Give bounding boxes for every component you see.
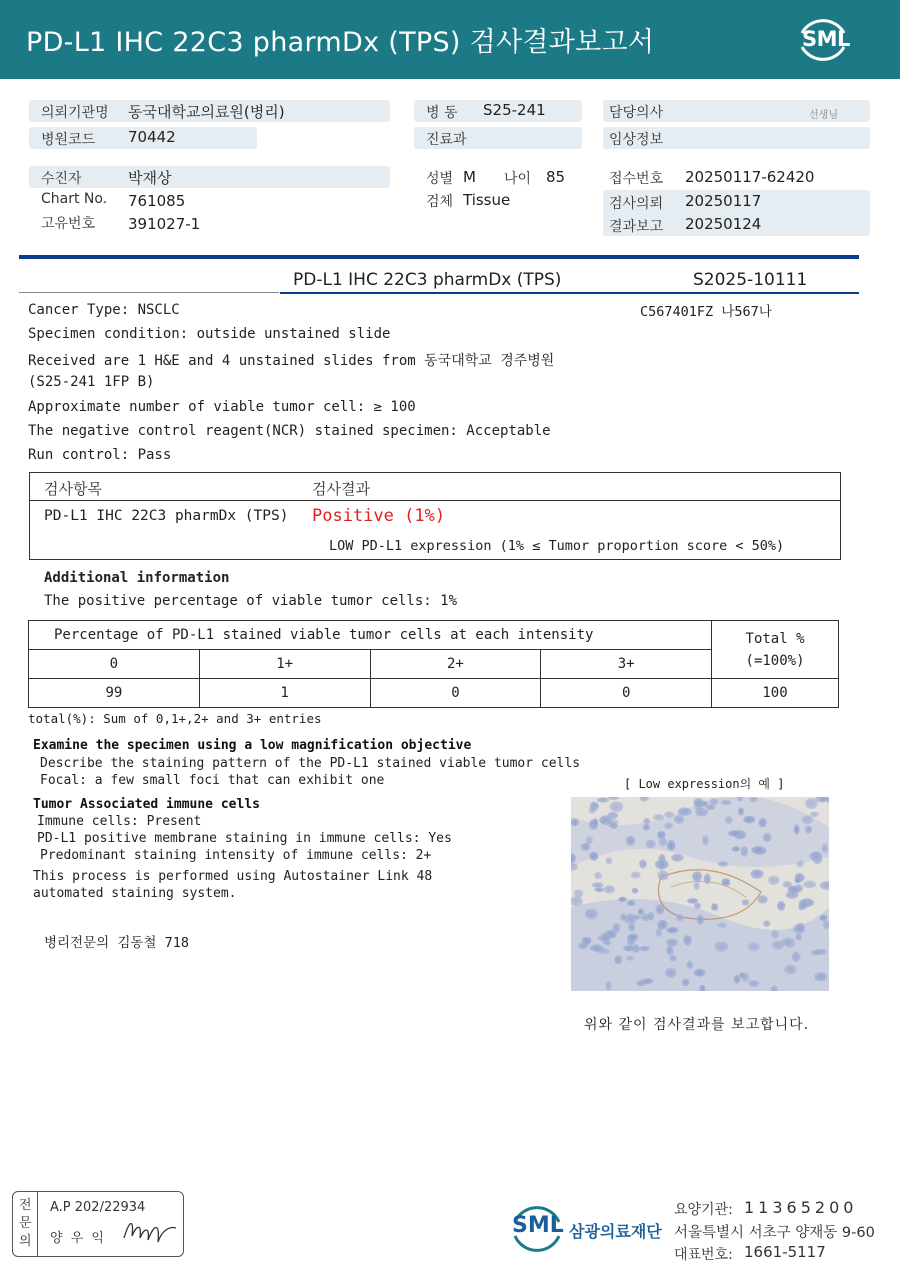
cell-nucleus <box>742 899 750 905</box>
hospital-code-label: 병원코드 <box>41 132 96 148</box>
body-line-tumor-cell: Approximate number of viable tumor cell: ≥ 100 <box>28 399 416 415</box>
cell-nucleus <box>574 889 584 897</box>
cell-nucleus <box>697 915 704 925</box>
process-line-1: This process is performed using Autostainer Link 48 <box>33 869 433 884</box>
cell-nucleus <box>702 835 709 845</box>
chart-value: 761085 <box>128 192 186 210</box>
cell-nucleus <box>653 814 664 820</box>
cell-nucleus <box>810 812 819 817</box>
cell-nucleus <box>798 900 808 910</box>
cell-nucleus <box>772 941 784 950</box>
cell-nucleus <box>710 798 719 805</box>
age-label: 나이 <box>504 171 532 187</box>
cell-nucleus <box>641 913 651 921</box>
value-cell: 0 <box>370 679 541 708</box>
cell-nucleus <box>743 816 755 824</box>
agency-code: 11365200 <box>744 1198 858 1217</box>
cell-nucleus <box>655 859 669 869</box>
intensity-table <box>28 620 839 708</box>
examine-line-2: Focal: a few small foci that can exhibit one <box>40 773 385 788</box>
patient-value: 박재상 <box>128 169 172 187</box>
cell-nucleus <box>748 942 760 951</box>
cell-nucleus <box>796 861 804 867</box>
body-line-cancer-type: Cancer Type: NSCLC <box>28 302 180 318</box>
closing-statement: 위와 같이 검사결과를 보고합니다. <box>584 1017 810 1033</box>
immune-line-3: Predominant staining intensity of immune cells: 2+ <box>40 848 432 863</box>
cell-nucleus <box>669 955 676 962</box>
cell-nucleus <box>603 940 612 945</box>
cell-nucleus <box>694 882 700 891</box>
cell-nucleus <box>639 859 647 868</box>
cell-nucleus <box>814 949 827 955</box>
phone-number: 1661-5117 <box>744 1243 826 1261</box>
phone-label: 대표번호: <box>674 1247 733 1263</box>
immune-heading: Tumor Associated immune cells <box>33 797 260 812</box>
foundation-logo-text: SML <box>512 1213 564 1238</box>
cell-nucleus <box>771 930 779 939</box>
result-expression: LOW PD-L1 expression (1% ≤ Tumor proportion score < 50%) <box>329 538 785 554</box>
cell-nucleus <box>683 935 692 946</box>
cell-nucleus <box>585 909 598 920</box>
cell-nucleus <box>634 915 641 920</box>
cell-nucleus <box>578 943 588 949</box>
age-value: 85 <box>546 168 566 186</box>
report-id: S2025-10111 <box>693 270 808 290</box>
cell-nucleus <box>768 875 780 885</box>
level-cell: 2+ <box>370 650 541 679</box>
cell-nucleus <box>618 897 627 902</box>
cell-nucleus <box>627 900 636 906</box>
doctor-label: 담당의사 <box>609 105 664 121</box>
total-header-line2: (=100%) <box>745 652 805 669</box>
cell-nucleus <box>589 852 598 861</box>
cell-nucleus <box>604 885 615 893</box>
cell-nucleus <box>639 946 650 951</box>
process-line-2: automated staining system. <box>33 886 237 901</box>
result-item: PD-L1 IHC 22C3 pharmDx (TPS) <box>44 508 289 524</box>
total-header <box>712 621 839 679</box>
cell-nucleus <box>694 969 705 977</box>
cell-nucleus <box>590 944 603 951</box>
cell-nucleus <box>592 818 598 827</box>
cell-nucleus <box>676 914 684 922</box>
cell-nucleus <box>777 901 785 911</box>
cell-nucleus <box>682 979 690 987</box>
level-cell: 1+ <box>199 650 370 679</box>
clinical-label: 임상정보 <box>609 132 664 148</box>
cell-nucleus <box>592 882 604 887</box>
request-label: 검사의뢰 <box>609 196 664 212</box>
dept-label: 진료과 <box>426 132 467 148</box>
cell-nucleus <box>643 824 650 831</box>
chart-label: Chart No. <box>41 191 108 207</box>
cell-nucleus <box>802 815 814 824</box>
cell-nucleus <box>687 898 698 904</box>
cell-nucleus <box>646 840 656 848</box>
divider-thick <box>19 255 859 259</box>
additional-line: The positive percentage of viable tumor cells: 1% <box>44 593 458 609</box>
cell-nucleus <box>631 872 641 879</box>
cell-nucleus <box>721 800 732 806</box>
agency-label: 요양기관: <box>674 1202 733 1218</box>
cell-nucleus <box>614 955 622 964</box>
cell-nucleus <box>759 818 767 828</box>
image-caption: [ Low expression의 예 ] <box>624 777 785 791</box>
cell-nucleus <box>715 941 729 951</box>
cell-nucleus <box>627 934 638 941</box>
cell-nucleus <box>666 946 673 956</box>
cell-nucleus <box>803 881 816 889</box>
specimen-value: Tissue <box>463 191 511 209</box>
cell-nucleus <box>738 807 744 815</box>
cell-nucleus <box>704 874 711 884</box>
patient-label: 수진자 <box>41 171 82 187</box>
result-col-item: 검사항목 <box>44 480 102 498</box>
cell-nucleus <box>628 923 635 931</box>
page-title: PD-L1 IHC 22C3 pharmDx (TPS) 검사결과보고서 <box>26 27 655 58</box>
result-col-result: 검사결과 <box>312 480 370 498</box>
cell-nucleus <box>728 830 742 836</box>
value-cell: 0 <box>541 679 712 708</box>
pathologist-signature: 병리전문의 김동철 718 <box>44 935 189 951</box>
cell-nucleus <box>657 831 666 839</box>
cell-nucleus <box>620 914 627 921</box>
ward-label: 병 동 <box>426 105 458 121</box>
cell-nucleus <box>636 980 646 986</box>
intensity-value-row <box>29 679 839 708</box>
cell-nucleus <box>751 846 765 854</box>
cell-nucleus <box>605 981 612 991</box>
cell-nucleus <box>809 851 822 860</box>
hospital-code-value: 70442 <box>128 128 176 146</box>
patient-bar <box>29 166 390 188</box>
report-date-label: 결과보고 <box>609 219 664 235</box>
cell-nucleus <box>623 945 635 951</box>
receipt-label: 접수번호 <box>609 171 664 187</box>
doctor-suffix: 선생님 <box>809 110 838 121</box>
cell-nucleus <box>589 807 596 814</box>
stamp-divider <box>37 1192 38 1256</box>
cell-nucleus <box>686 961 693 969</box>
cell-nucleus <box>606 818 619 827</box>
level-cell: 3+ <box>541 650 712 679</box>
cell-nucleus <box>655 904 664 914</box>
stamp-name: 양 우 익 <box>50 1231 106 1246</box>
cell-nucleus <box>664 823 673 830</box>
cell-nucleus <box>792 952 801 962</box>
cell-nucleus <box>657 870 668 880</box>
total-header-line1: Total % <box>745 630 805 647</box>
ward-value: S25-241 <box>483 101 546 119</box>
cell-nucleus <box>667 840 675 851</box>
cell-nucleus <box>763 920 770 926</box>
cell-nucleus <box>664 811 674 817</box>
intensity-header-row <box>29 621 839 650</box>
intensity-header: Percentage of PD-L1 stained viable tumor cells at each intensity <box>29 621 712 650</box>
cell-nucleus <box>674 815 685 824</box>
total-cell: 100 <box>712 679 839 708</box>
stamp-ap: A.P 202/22934 <box>50 1200 146 1215</box>
foundation-address: 서울특별시 서초구 양재동 9-60 <box>674 1225 875 1241</box>
divider-thin <box>280 292 859 294</box>
report-code: C567401FZ 나567나 <box>640 304 772 320</box>
cell-nucleus <box>606 857 613 864</box>
cell-nucleus <box>706 804 716 810</box>
cell-nucleus <box>632 888 639 894</box>
microscopy-image <box>571 797 829 991</box>
cell-nucleus <box>678 807 692 815</box>
cell-nucleus <box>626 836 635 846</box>
cell-nucleus <box>692 871 702 882</box>
cell-nucleus <box>814 972 827 981</box>
body-line-received: Received are 1 H&E and 4 unstained slides from 동국대학교 경주병원 <box>28 353 555 369</box>
cell-nucleus <box>656 927 662 937</box>
immune-line-1: Immune cells: Present <box>37 814 202 829</box>
value-cell: 1 <box>199 679 370 708</box>
body-line-run-control: Run control: Pass <box>28 447 172 463</box>
stamp-char: 의 <box>19 1234 32 1249</box>
unique-label: 고유번호 <box>41 216 96 232</box>
cell-nucleus <box>717 922 727 928</box>
cell-nucleus <box>643 818 650 824</box>
cell-nucleus <box>597 797 609 802</box>
sex-value: M <box>463 168 476 186</box>
cell-nucleus <box>721 878 730 886</box>
receipt-value: 20250117-62420 <box>685 168 815 186</box>
additional-heading: Additional information <box>44 570 230 586</box>
body-line-ncr: The negative control reagent(NCR) stained specimen: Acceptable <box>28 423 551 439</box>
cell-nucleus <box>734 975 741 984</box>
cell-nucleus <box>665 968 677 978</box>
cell-nucleus <box>794 824 800 834</box>
examine-line-1: Describe the staining pattern of the PD-L1 stained viable tumor cells <box>40 756 581 771</box>
sex-label: 성별 <box>426 171 454 187</box>
result-divider <box>29 500 841 501</box>
report-date-value: 20250124 <box>685 215 762 233</box>
request-value: 20250117 <box>685 192 762 210</box>
cell-nucleus <box>788 886 801 894</box>
immune-line-2: PD-L1 positive membrane staining in immune cells: Yes <box>37 831 452 846</box>
stamp-char: 전 <box>19 1198 32 1213</box>
value-cell: 99 <box>29 679 200 708</box>
cell-nucleus <box>725 816 733 824</box>
cell-nucleus <box>693 798 704 807</box>
cell-nucleus <box>741 846 748 857</box>
cell-nucleus <box>711 903 718 910</box>
cell-nucleus <box>718 861 729 867</box>
cell-nucleus <box>742 973 749 983</box>
cell-nucleus <box>819 915 827 921</box>
cell-nucleus <box>586 836 593 844</box>
institution-value: 동국대학교의료원(병리) <box>128 103 285 121</box>
cell-nucleus <box>610 801 624 812</box>
cell-nucleus <box>694 903 701 909</box>
body-line-slide-id: (S25-241 1FP B) <box>28 374 155 390</box>
examine-heading: Examine the specimen using a low magnification objective <box>33 738 472 753</box>
cell-nucleus <box>751 869 764 878</box>
cell-nucleus <box>793 924 805 934</box>
cell-nucleus <box>627 956 634 961</box>
cell-nucleus <box>749 980 760 987</box>
cell-nucleus <box>796 933 802 940</box>
cell-nucleus <box>666 939 678 947</box>
cell-nucleus <box>784 965 796 975</box>
sml-logo-text: SML <box>802 27 850 51</box>
foundation-name: 삼광의료재단 <box>569 1222 662 1241</box>
divider-thin-left <box>19 292 279 293</box>
unique-value: 391027-1 <box>128 215 201 233</box>
institution-label: 의뢰기관명 <box>41 105 109 121</box>
table-footnote: total(%): Sum of 0,1+,2+ and 3+ entries <box>28 711 322 726</box>
handwritten-signature <box>120 1208 182 1252</box>
result-value: Positive (1%) <box>312 506 446 526</box>
cell-nucleus <box>805 826 812 834</box>
cell-nucleus <box>758 895 768 904</box>
level-cell: 0 <box>29 650 200 679</box>
stamp-vertical-label <box>19 1197 32 1251</box>
specimen-label: 검체 <box>426 194 454 210</box>
report-title: PD-L1 IHC 22C3 pharmDx (TPS) <box>293 270 562 290</box>
stamp-char: 문 <box>19 1216 32 1231</box>
body-line-specimen: Specimen condition: outside unstained slide <box>28 326 391 342</box>
cell-nucleus <box>794 878 801 884</box>
cell-nucleus <box>822 843 828 853</box>
cell-nucleus <box>612 923 620 933</box>
cell-nucleus <box>671 854 684 862</box>
cell-nucleus <box>732 846 741 851</box>
cell-nucleus <box>594 872 602 879</box>
cell-nucleus <box>667 927 679 934</box>
cell-nucleus <box>594 887 603 892</box>
cell-nucleus <box>763 833 772 842</box>
